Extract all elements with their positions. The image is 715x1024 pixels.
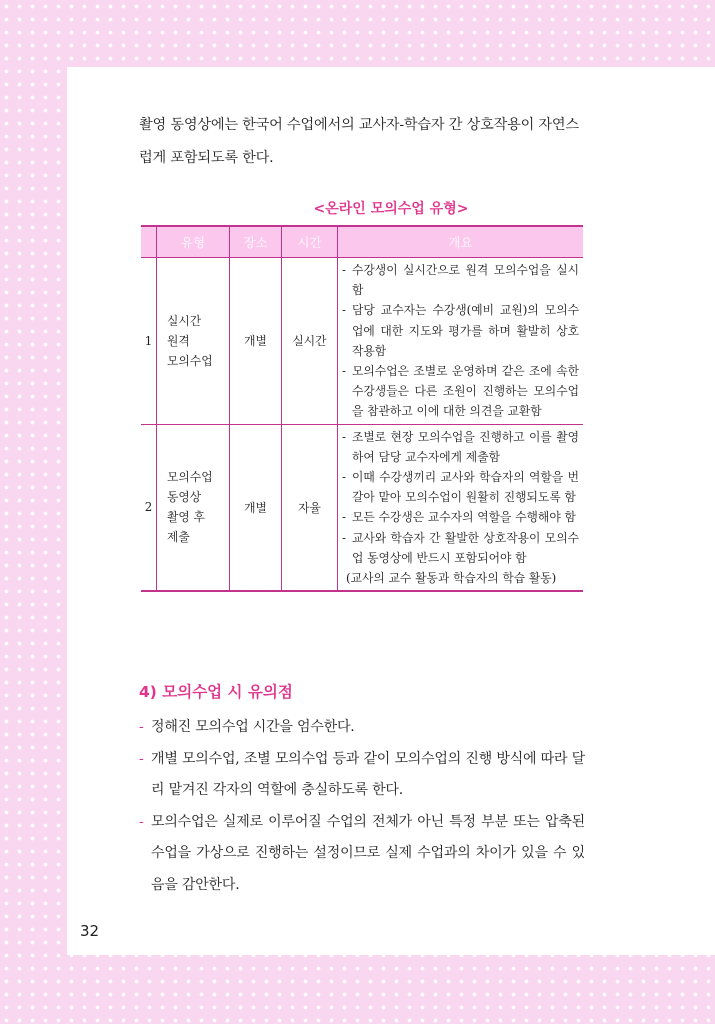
overview-item — [342, 507, 579, 527]
type-line: 모의수업 — [167, 353, 213, 368]
row-place: 개별 — [230, 424, 282, 591]
table-title: <온라인 모의수업 유형> — [313, 201, 469, 217]
row-time: 실시간 — [282, 258, 338, 425]
table-row — [141, 424, 583, 591]
overview-item — [342, 300, 579, 361]
table-header-row — [141, 226, 583, 258]
list-item — [139, 712, 585, 744]
header-place: 장소 — [230, 226, 282, 258]
overview-item — [342, 260, 579, 300]
type-line: 실시간 — [167, 313, 202, 328]
dash-marker: - — [342, 429, 346, 444]
header-num — [141, 226, 157, 258]
type-line: 제출 — [167, 530, 190, 545]
dash-marker: - — [342, 530, 346, 545]
bullet-dash: - — [139, 750, 144, 767]
row-overview — [338, 258, 584, 425]
overview-text: 수강생이 실시간으로 원격 모의수업을 실시함 — [352, 263, 579, 298]
dash-marker: - — [342, 364, 346, 379]
dash-marker: - — [342, 470, 346, 485]
dash-marker: - — [342, 263, 346, 277]
tip-text: 정해진 모의수업 시간을 엄수한다. — [151, 719, 355, 735]
row-overview — [338, 424, 584, 591]
dash-marker: - — [342, 303, 346, 318]
row-place: 개별 — [230, 258, 282, 425]
row-type — [157, 424, 230, 591]
bullet-dash: - — [139, 719, 144, 735]
type-line: 모의수업 — [167, 470, 213, 485]
bullet-dash: - — [139, 813, 144, 830]
header-overview: 개요 — [338, 226, 584, 258]
overview-text: 이때 수강생끼리 교사와 학습자의 역할을 번갈아 맡아 모의수업이 원활히 진행되도록 함 — [352, 470, 579, 505]
overview-note: (교사의 교수 활동과 학습자의 학습 활동) — [346, 571, 557, 586]
overview-item — [342, 427, 579, 467]
overview-item — [342, 467, 579, 507]
page — [67, 67, 715, 955]
row-time: 자율 — [282, 424, 338, 591]
tips-list — [139, 712, 585, 901]
overview-text: 모의수업은 조별로 운영하며 같은 조에 속한 수강생들은 다른 조원이 진행하는 모의수업을 참관하고 이에 대한 의견을 교환함 — [352, 364, 579, 419]
overview-text: 교사와 학습자 간 활발한 상호작용이 모의수업 동영상에 반드시 포함되어야 함 — [352, 530, 579, 565]
type-line: 원격 — [167, 333, 190, 348]
list-item — [139, 744, 585, 807]
intro-paragraph: 촬영 동영상에는 한국어 수업에서의 교사자-학습자 간 상호작용이 자연스럽게 포함되도록 한다. — [139, 117, 579, 166]
row-number: 2 — [141, 424, 157, 591]
section-heading: 4) 모의수업 시 유의점 — [139, 683, 293, 701]
overview-item — [342, 361, 579, 422]
type-line: 동영상 — [167, 490, 202, 505]
tip-text: 모의수업은 실제로 이루어질 수업의 전체가 아닌 특정 부분 또는 압축된 수업을 가상으로 진행하는 설정이므로 실제 수업과의 차이가 있을 수 있음을 감안한다. — [151, 813, 585, 893]
header-time: 시간 — [282, 226, 338, 258]
list-item — [139, 807, 585, 902]
dash-marker: - — [342, 510, 346, 525]
mock-class-types-table — [141, 225, 583, 592]
overview-text: 담당 교수자는 수강생(예비 교원)의 모의수업에 대한 지도와 평가를 하며 활발히 상호작용함 — [352, 303, 579, 358]
overview-text: 모든 수강생은 교수자의 역할을 수행해야 함 — [352, 510, 576, 525]
row-number: 1 — [141, 258, 157, 425]
table-row — [141, 258, 583, 425]
overview-text: 조별로 현장 모의수업을 진행하고 이를 촬영하여 담당 교수자에게 제출함 — [352, 429, 579, 464]
tip-text: 개별 모의수업, 조별 모의수업 등과 같이 모의수업의 진행 방식에 따라 달리 맡겨진 각자의 역할에 충실하도록 한다. — [151, 750, 585, 798]
type-line: 촬영 후 — [167, 510, 205, 525]
overview-item — [342, 528, 579, 568]
header-type: 유형 — [157, 226, 230, 258]
row-type — [157, 258, 230, 425]
page-number: 32 — [80, 922, 100, 940]
